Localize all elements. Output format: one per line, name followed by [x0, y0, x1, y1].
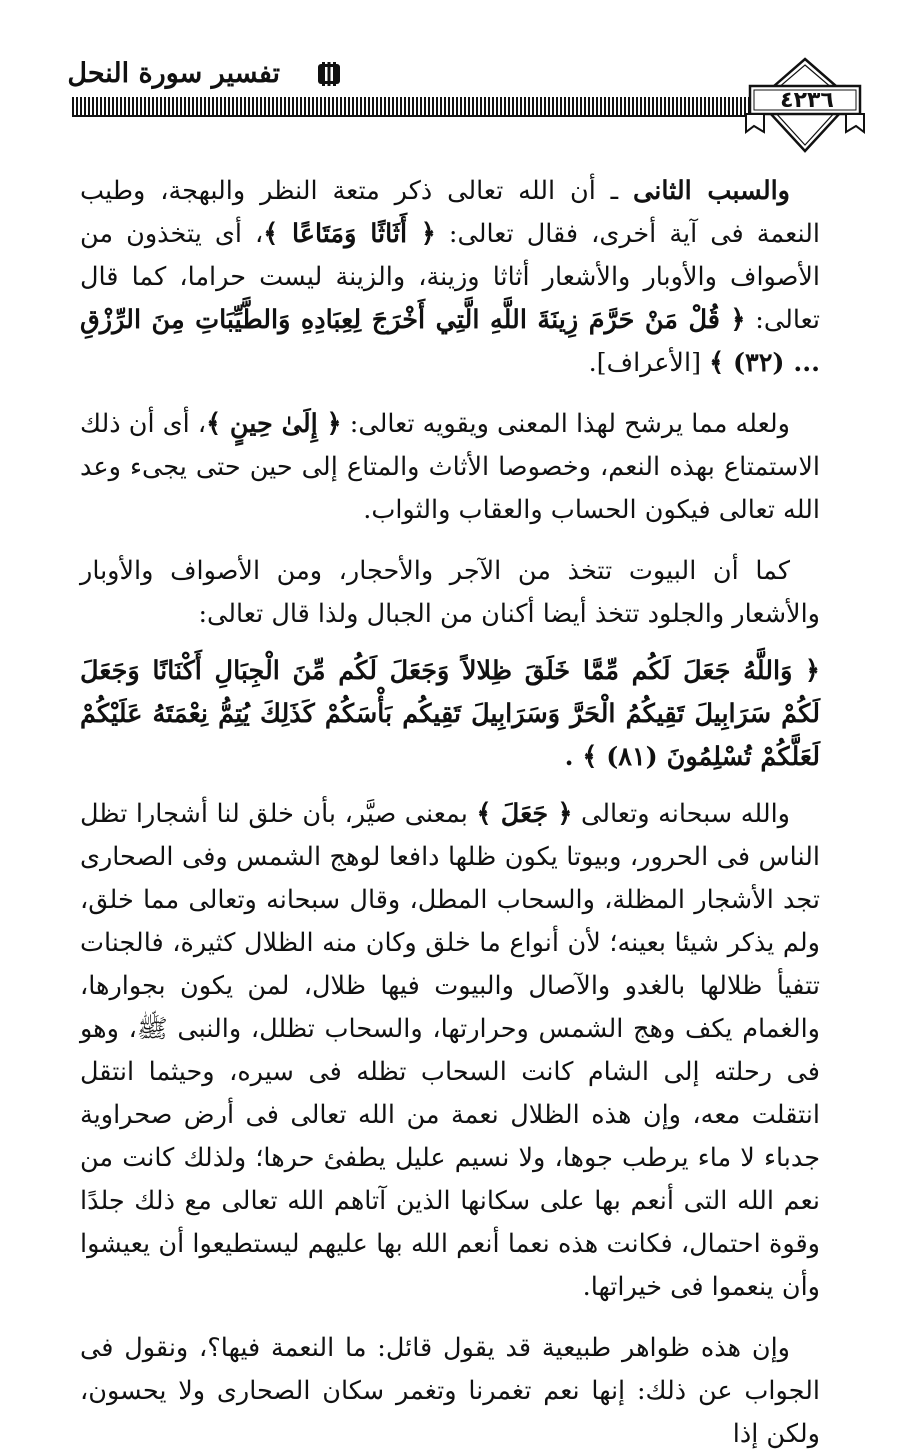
surah-reference: [الأعراف].: [588, 348, 710, 378]
paragraph-text: والله سبحانه وتعالى: [572, 799, 790, 829]
paragraph-text: ولعله مما يرشح لهذا المعنى ويقويه تعالى:: [341, 409, 790, 439]
paragraph-text: ـ أن الله تعالى ذكر متعة النظر والبهجة، وطيب النعمة فى آية أخرى، فقال تعالى:: [80, 176, 820, 249]
book-ornament-icon: [316, 60, 342, 88]
paragraph-1: [80, 170, 820, 385]
header-rule-line: [72, 115, 752, 117]
quran-quote: ﴿ جَعَلَ ﴾: [476, 799, 573, 829]
quran-quote: ﴿ أَثَاثًا وَمَتَاعًا ﴾: [263, 219, 436, 249]
running-title: تفسير سورة النحل: [67, 58, 280, 89]
header-rule: [72, 97, 752, 115]
paragraph-2: [80, 403, 820, 532]
quran-quote: ﴿ قُلْ مَنْ حَرَّمَ زِينَةَ اللَّهِ الَّتِي أَخْرَجَ لِعِبَادِهِ وَالطَّيِّبَاتِ مِنَ الرِّزْقِ ... (٣٢) ﴾: [80, 305, 820, 378]
paragraph-text: كما أن البيوت تتخذ من الآجر والأحجار، ومن الأصواف والأوبار والأشعار والجلود تتخذ أيضا أكنان من الجبال ولذا قال تعالى:: [80, 556, 820, 629]
paragraph-4: [80, 793, 820, 1309]
page-body: [80, 170, 820, 1456]
page-header: [0, 0, 920, 160]
paragraph-lead: والسبب الثانى: [633, 176, 790, 206]
quran-verse-block: ﴿ وَاللَّهُ جَعَلَ لَكُم مِّمَّا خَلَقَ ظِلالاً وَجَعَلَ لَكُم مِّنَ الْجِبَالِ أَكْنَانًا وَجَعَلَ لَكُمْ سَرَابِيلَ تَقِيكُمُ الْحَرَّ وَسَرَابِيلَ تَقِيكُم بَأْسَكُمْ كَذَلِكَ يُتِمُّ نِعْمَتَهُ عَلَيْكُمْ لَعَلَّكُمْ تُسْلِمُونَ (٨١) ﴾ .: [80, 656, 820, 772]
paragraph-5: [80, 1327, 820, 1456]
page-number: ٤٢٣٦: [780, 88, 834, 113]
paragraph-text: بمعنى صيَّر، بأن خلق لنا أشجارا تظل الناس فى الحرور، وبيوتا يكون ظلها دافعا لوهج الشمس وفى الصحارى تجد الأشجار المظلة، والسحاب المطل، وقال سبحانه وتعالى مما خلق، ولم يذكر شيئا بعينه؛ لأن أنواع ما خلق وكان منه الظلال كثيرة، فالجنات تتفيأ ظلالها بالغدو والآصال والبيوت فيها ظلال، لمن يكون بجوارها، والغمام يكف وهج الشمس وحرارتها، والسحاب تظلل، والنبى ﷺ، وهو فى رحلته إلى الشام كانت السحاب تظله فى سيره، وحيثما انتقل انتقلت معه، وإن هذه الظلال نعمة من الله تعالى فى أرض صحراوية جدباء لا ماء يرطب جوها، ولا نسيم عليل يطفئ حرها؛ ولذلك كانت من نعم الله التى أنعم بها على سكانها الذين آتاهم الله تعالى مع ذلك جلدًا وقوة احتمال، فكانت هذه نعما أنعم الله بها عليهم ليستطيعوا أن يعيشوا وأن ينعموا فى خيراتها.: [80, 799, 820, 1302]
quran-quote: ﴿ إِلَىٰ حِينٍ ﴾: [206, 409, 342, 439]
paragraph-3: [80, 550, 820, 636]
paragraph-text: وإن هذه ظواهر طبيعية قد يقول قائل: ما النعمة فيها؟، ونقول فى الجواب عن ذلك: إنها نعم تغمرنا وتغمر سكان الصحارى ولا يحسون، ولكن إذا: [80, 1333, 820, 1449]
paragraph-text: ، أى أن ذلك الاستمتاع بهذه النعم، وخصوصا الأثاث والمتاع إلى حين حتى يجىء وعد الله تعالى فيكون الحساب والعقاب والثواب.: [80, 409, 820, 525]
paragraph-text: ، أى يتخذون من الأصواف والأوبار والأشعار أثاثا وزينة، والزينة ليست حراما، كما قال تعالى:: [80, 219, 821, 335]
